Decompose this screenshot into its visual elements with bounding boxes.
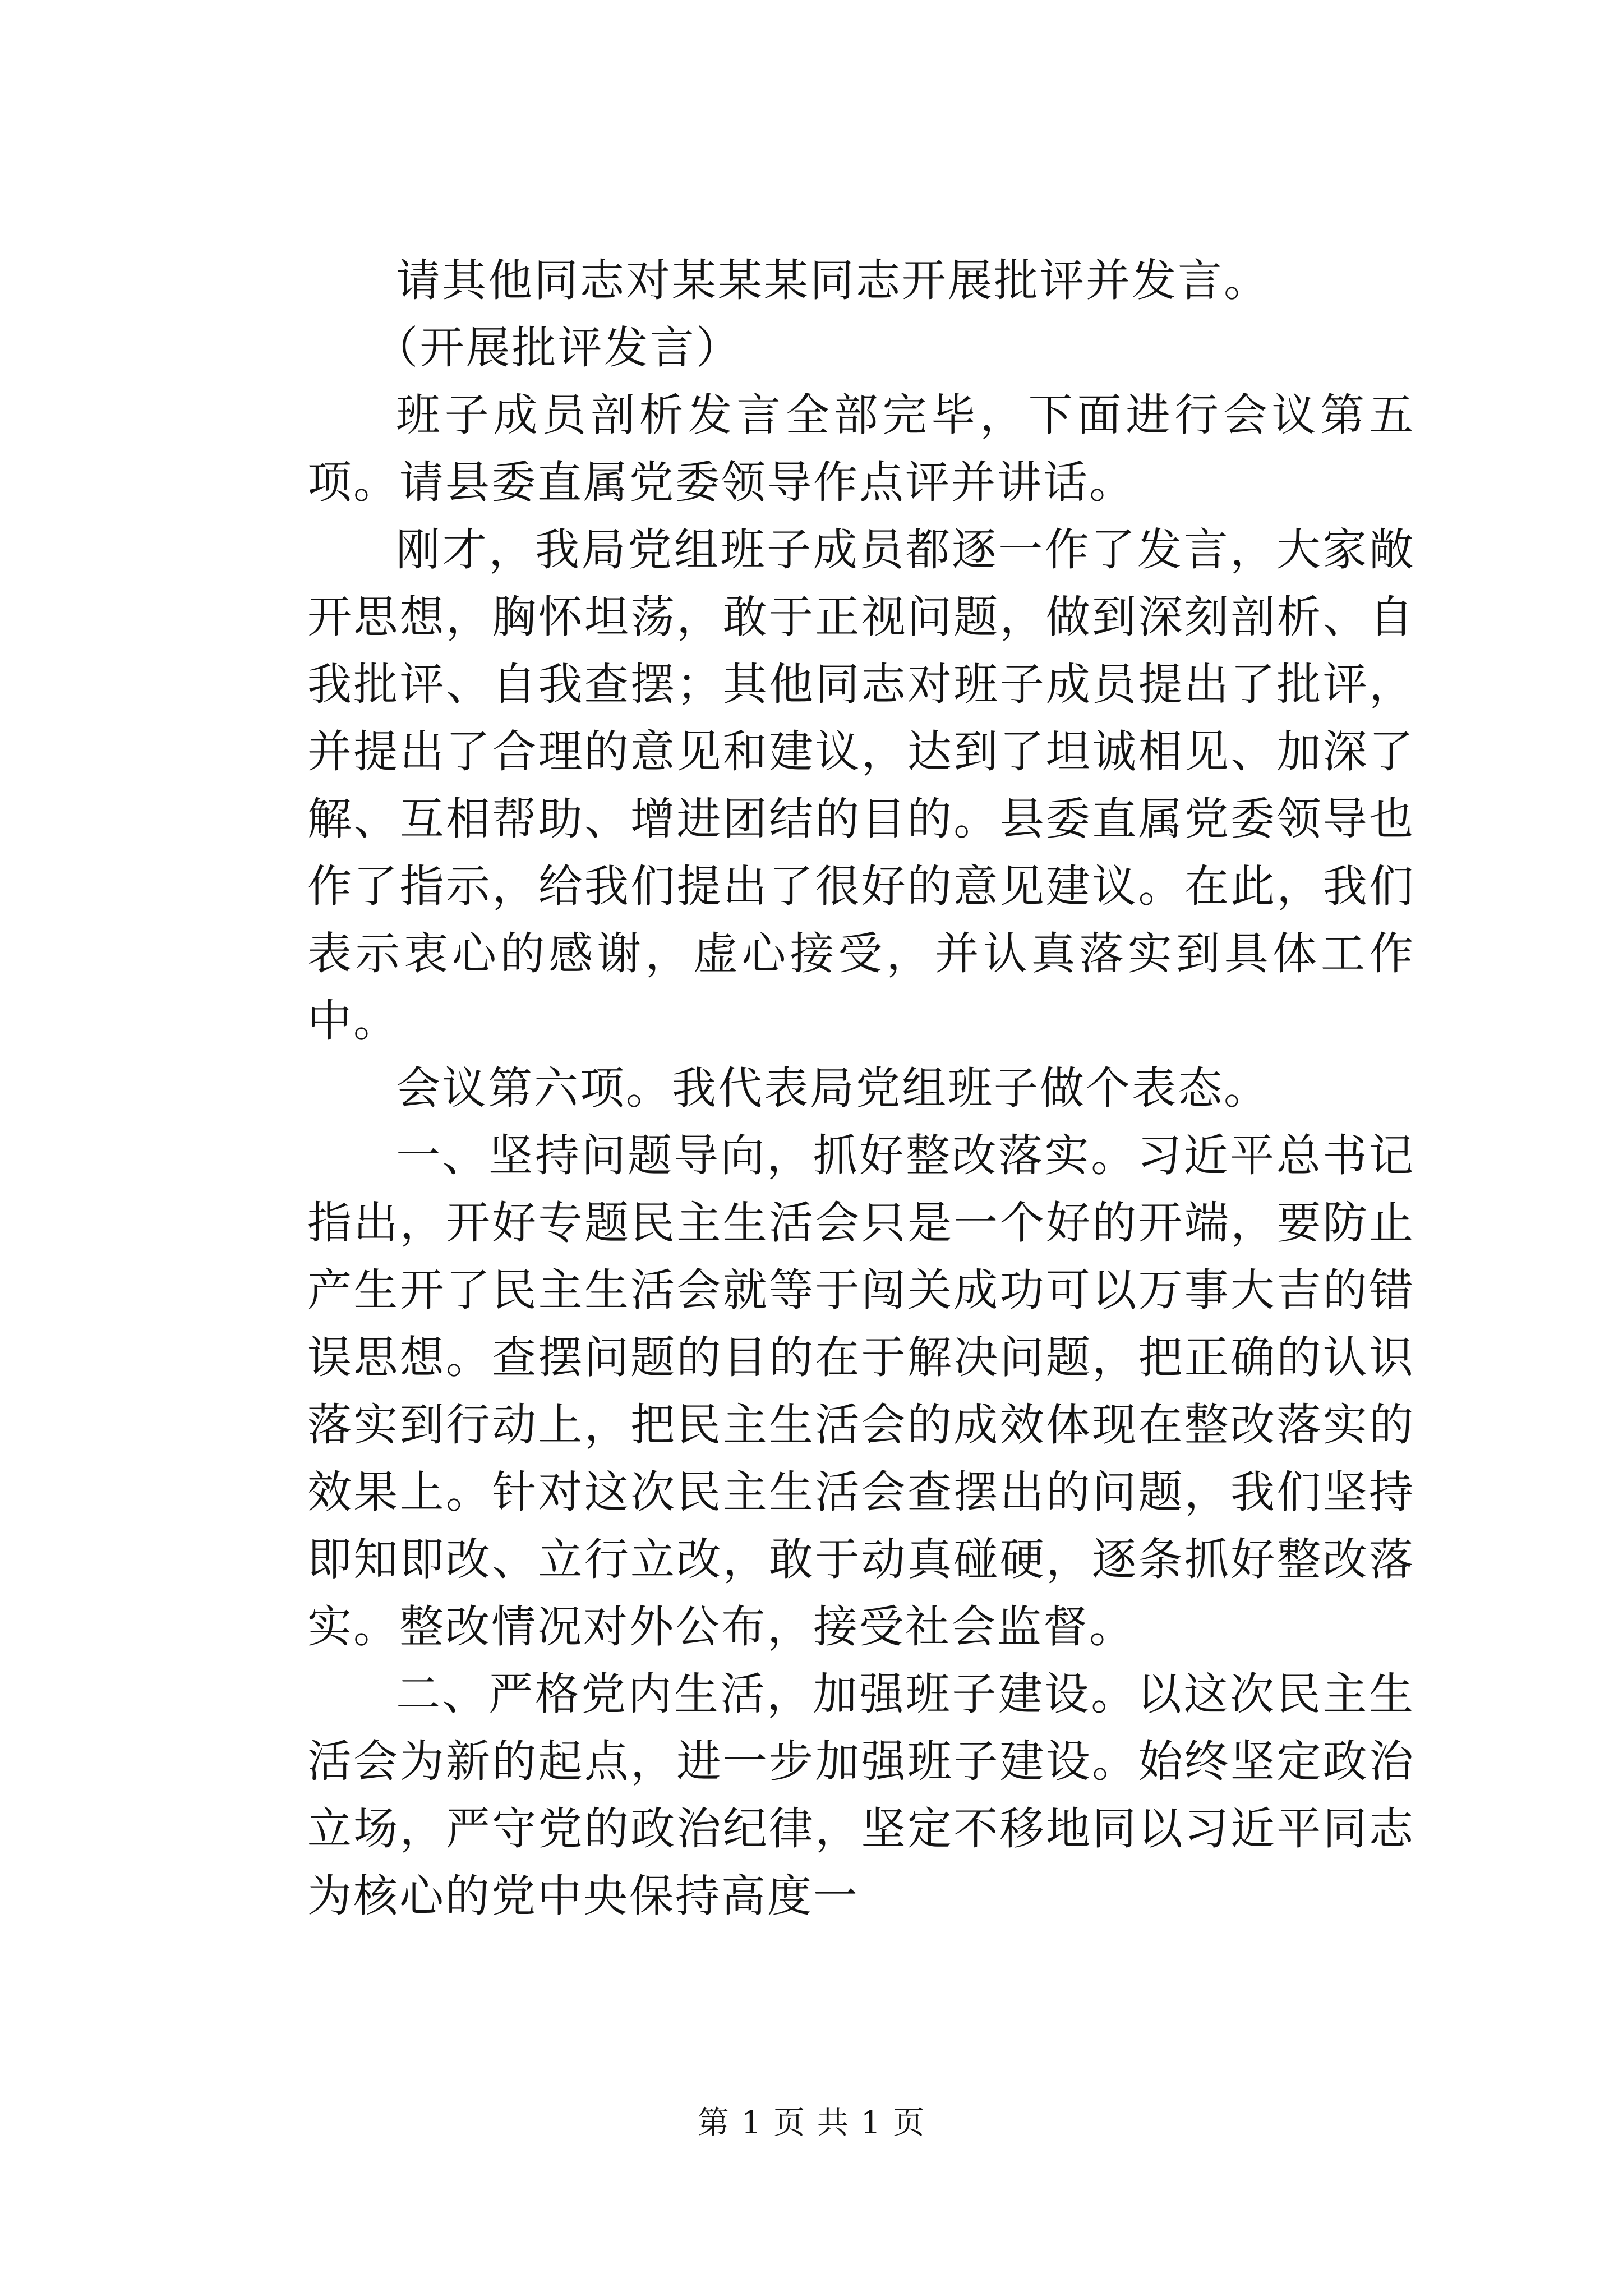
paragraph-agenda-item-six: 会议第六项。我代表局党组班子做个表态。 xyxy=(396,1062,1270,1114)
paragraph-point-one: 一、坚持问题导向，抓好整改落实。习近平总书记指出，开好专题民主生活会只是一个好的开端，要防止产生开了民主生活会就等于闯关成功可以万事大吉的错误思想。查摆问题的目的在于解决问题，把正确的认识落实到行动上，把民主生活会的成效体现在整改落实的效果上。针对这次民主生活会查摆出的问题，我们坚持即知即改、立行立改，敢于动真碰硬，逐条抓好整改落实。整改情况对外公布，接受社会监督。 xyxy=(307,1130,1415,1653)
paragraph-point-two: 二、严格党内生活，加强班子建设。以这次民主生活会为新的起点，进一步加强班子建设。始终坚定政治立场，严守党的政治纪律，坚定不移地同以习近平同志为核心的党中央保持高度一 xyxy=(307,1668,1415,1922)
paragraph-summary: 刚才，我局党组班子成员都逐一作了发言，大家敞开思想，胸怀坦荡，敢于正视问题，做到深刻剖析、自我批评、自我查摆；其他同志对班子成员提出了批评，并提出了合理的意见和建议，达到了坦诚相见、加深了解、互相帮助、增进团结的目的。县委直属党委领导也作了指示，给我们提出了很好的意见建议。在此，我们表示衷心的感谢，虚心接受，并认真落实到具体工作中。 xyxy=(307,524,1415,1047)
page-footer xyxy=(0,2101,1623,2146)
paragraph-criticism-request: 请其他同志对某某某同志开展批评并发言。 xyxy=(396,255,1270,306)
page-number-label: 第 1 页 共 1 页 xyxy=(697,2105,926,2141)
paragraph-criticism-note: （开展批评发言） xyxy=(374,322,742,374)
paragraph-agenda-item-five: 班子成员剖析发言全部完毕，下面进行会议第五项。请县委直属党委领导作点评并讲话。 xyxy=(307,389,1415,508)
document-body xyxy=(307,247,1415,1930)
